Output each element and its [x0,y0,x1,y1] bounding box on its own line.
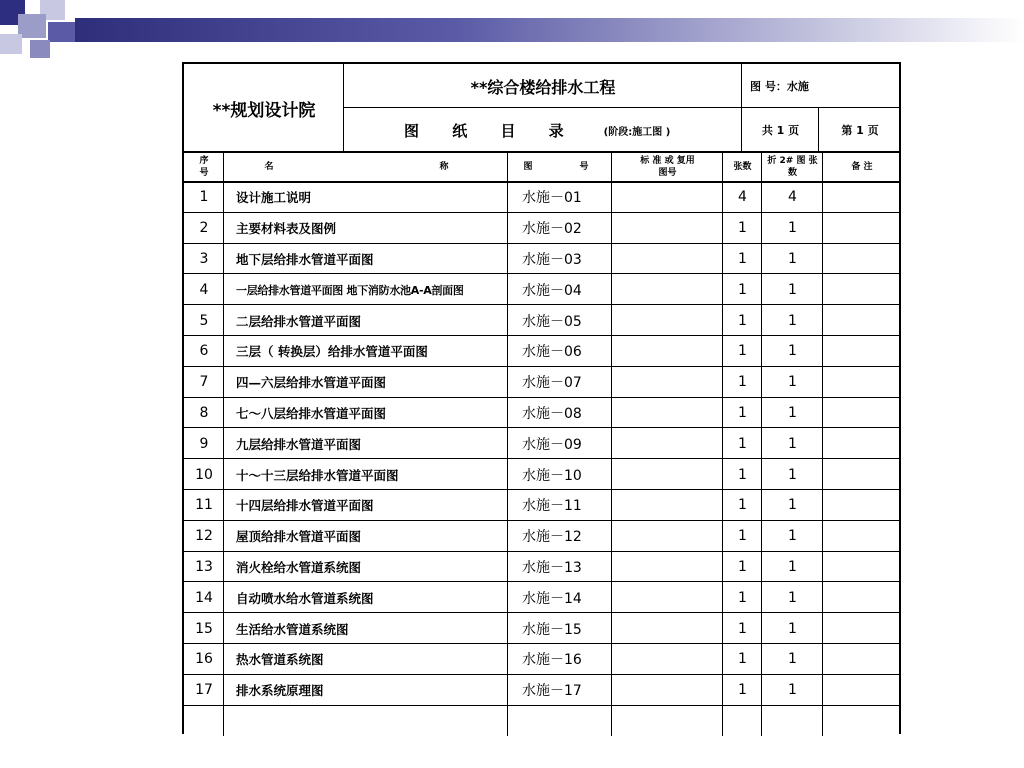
index-title-cell [344,108,742,152]
decor-square [0,34,22,54]
row-equiv-sheets: 1 [788,435,797,452]
row-seq: 7 [199,374,209,391]
col-header-standard: 标 准 或 复用图号 [640,156,695,178]
row-sheets: 1 [738,374,747,391]
row-standard [612,490,723,521]
row-sheets: 1 [738,620,747,637]
row-standard [612,182,723,213]
row-sheets: 1 [738,466,747,483]
row-remark [823,490,901,521]
row-seq [184,706,224,737]
row-drawing-code: 水施－15 [522,621,582,638]
total-pages: 共 1 页 [761,124,800,137]
row-drawing-name: 自动喷水给水管道系统图 [236,590,374,606]
drawing-no-label: 图 号：水施 [750,80,809,93]
row-sheets [723,706,762,737]
row-remark [823,675,901,706]
row-drawing-name: 九层给排水管道平面图 [236,436,362,452]
row-seq: 4 [199,281,209,298]
row-drawing-code: 水施－13 [522,559,582,576]
row-equiv-sheets: 1 [788,589,797,606]
row-remark [823,398,901,429]
row-standard [612,336,723,367]
col-header-name-right: 称 [439,162,449,172]
row-standard [612,582,723,613]
row-drawing-name: 一层给排水管道平面图 地下消防水池A-A剖面图 [236,283,464,297]
row-standard [612,675,723,706]
row-sheets: 1 [738,651,747,668]
row-standard [612,428,723,459]
row-drawing-name: 地下层给排水管道平面图 [236,251,374,267]
row-sheets: 1 [738,435,747,452]
row-seq: 17 [195,682,213,699]
row-drawing-code: 水施－10 [522,467,582,484]
row-equiv-sheets: 1 [788,343,797,360]
row-equiv-sheets: 1 [788,250,797,267]
row-drawing-code: 水施－14 [522,590,582,607]
row-remark [823,213,901,244]
org-name: **规划设计院 [212,100,316,121]
row-seq: 8 [199,404,209,421]
row-drawing-code: 水施－05 [522,313,582,330]
row-seq: 11 [195,497,213,514]
row-standard [612,459,723,490]
row-seq: 1 [199,189,209,206]
row-standard [612,274,723,305]
decor-square [18,14,46,38]
row-drawing-code: 水施－04 [522,282,582,299]
row-remark [823,521,901,552]
row-drawing-code: 水施－06 [522,344,582,361]
col-header-name-left: 名 [264,162,274,172]
row-equiv-sheets: 1 [788,281,797,298]
row-remark [823,706,901,737]
row-remark [823,459,901,490]
row-remark [823,428,901,459]
project-title: **综合楼给排水工程 [470,77,616,97]
row-drawing-name: 二层给排水管道平面图 [236,313,362,329]
row-seq: 6 [199,343,209,360]
row-drawing-name [224,706,508,737]
col-header-equiv-sheets: 折 2# 图 张 数 [767,156,818,178]
row-seq: 10 [195,466,213,483]
row-seq: 16 [195,651,213,668]
row-drawing-name: 排水系统原理图 [236,683,324,699]
row-seq: 12 [195,528,213,545]
row-remark [823,182,901,213]
row-equiv-sheets: 1 [788,651,797,668]
row-drawing-name: 四—六层给排水管道平面图 [236,375,387,391]
row-sheets: 1 [738,281,747,298]
row-standard [612,613,723,644]
stage-label: (阶段:施工图 ) [603,126,671,138]
row-remark [823,582,901,613]
row-drawing-code: 水施－11 [522,498,582,515]
row-sheets: 1 [738,682,747,699]
row-drawing-name: 屋顶给排水管道平面图 [236,529,362,545]
row-drawing-name: 十～十三层给排水管道平面图 [236,467,399,483]
row-equiv-sheets: 1 [788,404,797,421]
row-remark [823,552,901,583]
row-drawing-code: 水施－02 [522,221,582,238]
row-sheets: 1 [738,343,747,360]
row-drawing-name: 三层（ 转换层）给排水管道平面图 [236,344,428,360]
col-header-code-left: 图 [523,162,533,172]
row-seq: 3 [199,250,209,267]
row-equiv-sheets: 1 [788,558,797,575]
row-sheets: 1 [738,220,747,237]
row-remark [823,644,901,675]
row-drawing-name: 主要材料表及图例 [236,221,337,237]
row-equiv-sheets [762,706,823,737]
drawing-index-table [182,62,901,734]
row-sheets: 1 [738,589,747,606]
header-gradient-bar [75,18,1024,42]
row-equiv-sheets: 1 [788,312,797,329]
row-drawing-code [508,706,612,737]
row-drawing-code: 水施－03 [522,251,582,268]
row-equiv-sheets: 1 [788,374,797,391]
row-remark [823,336,901,367]
row-standard [612,367,723,398]
row-seq: 15 [195,620,213,637]
row-sheets: 1 [738,497,747,514]
row-drawing-code: 水施－09 [522,436,582,453]
page-number: 第 1 页 [841,124,879,137]
decor-square [48,22,76,42]
row-drawing-name: 十四层给排水管道平面图 [236,498,374,514]
row-equiv-sheets: 1 [788,528,797,545]
row-standard [612,305,723,336]
col-header-seq: 序号 [199,156,209,178]
index-title: 图 纸 目 录 [404,121,578,140]
row-drawing-code: 水施－01 [522,190,582,207]
row-equiv-sheets: 1 [788,220,797,237]
row-seq: 14 [195,589,213,606]
row-remark [823,305,901,336]
row-seq: 5 [199,312,209,329]
row-drawing-name: 七～八层给排水管道平面图 [236,405,387,421]
decor-square [30,40,50,58]
row-equiv-sheets: 1 [788,620,797,637]
row-drawing-code: 水施－12 [522,529,582,546]
row-sheets: 1 [738,558,747,575]
row-sheets: 4 [738,189,747,206]
row-remark [823,367,901,398]
row-seq: 9 [199,435,209,452]
row-sheets: 1 [738,312,747,329]
row-drawing-code: 水施－08 [522,405,582,422]
col-header-remarks: 备 注 [851,162,873,172]
row-drawing-code: 水施－07 [522,375,582,392]
row-sheets: 1 [738,404,747,421]
row-standard [612,552,723,583]
row-remark [823,274,901,305]
row-equiv-sheets: 4 [788,189,797,206]
row-drawing-name: 设计施工说明 [236,190,312,206]
row-seq: 2 [199,220,209,237]
row-seq: 13 [195,558,213,575]
row-equiv-sheets: 1 [788,466,797,483]
row-standard [612,244,723,275]
row-sheets: 1 [738,250,747,267]
row-equiv-sheets: 1 [788,682,797,699]
row-standard [612,644,723,675]
row-sheets: 1 [738,528,747,545]
row-standard [612,398,723,429]
row-equiv-sheets: 1 [788,497,797,514]
row-remark [823,613,901,644]
row-drawing-name: 生活给水管道系统图 [236,621,349,637]
row-standard [612,521,723,552]
row-drawing-name: 热水管道系统图 [236,652,324,668]
row-drawing-name: 消火栓给水管道系统图 [236,559,362,575]
row-drawing-code: 水施－17 [522,683,582,700]
row-remark [823,244,901,275]
col-header-code-right: 号 [579,162,589,172]
row-standard [612,706,723,737]
row-drawing-code: 水施－16 [522,652,582,669]
col-header-sheets: 张数 [733,162,752,172]
row-standard [612,213,723,244]
